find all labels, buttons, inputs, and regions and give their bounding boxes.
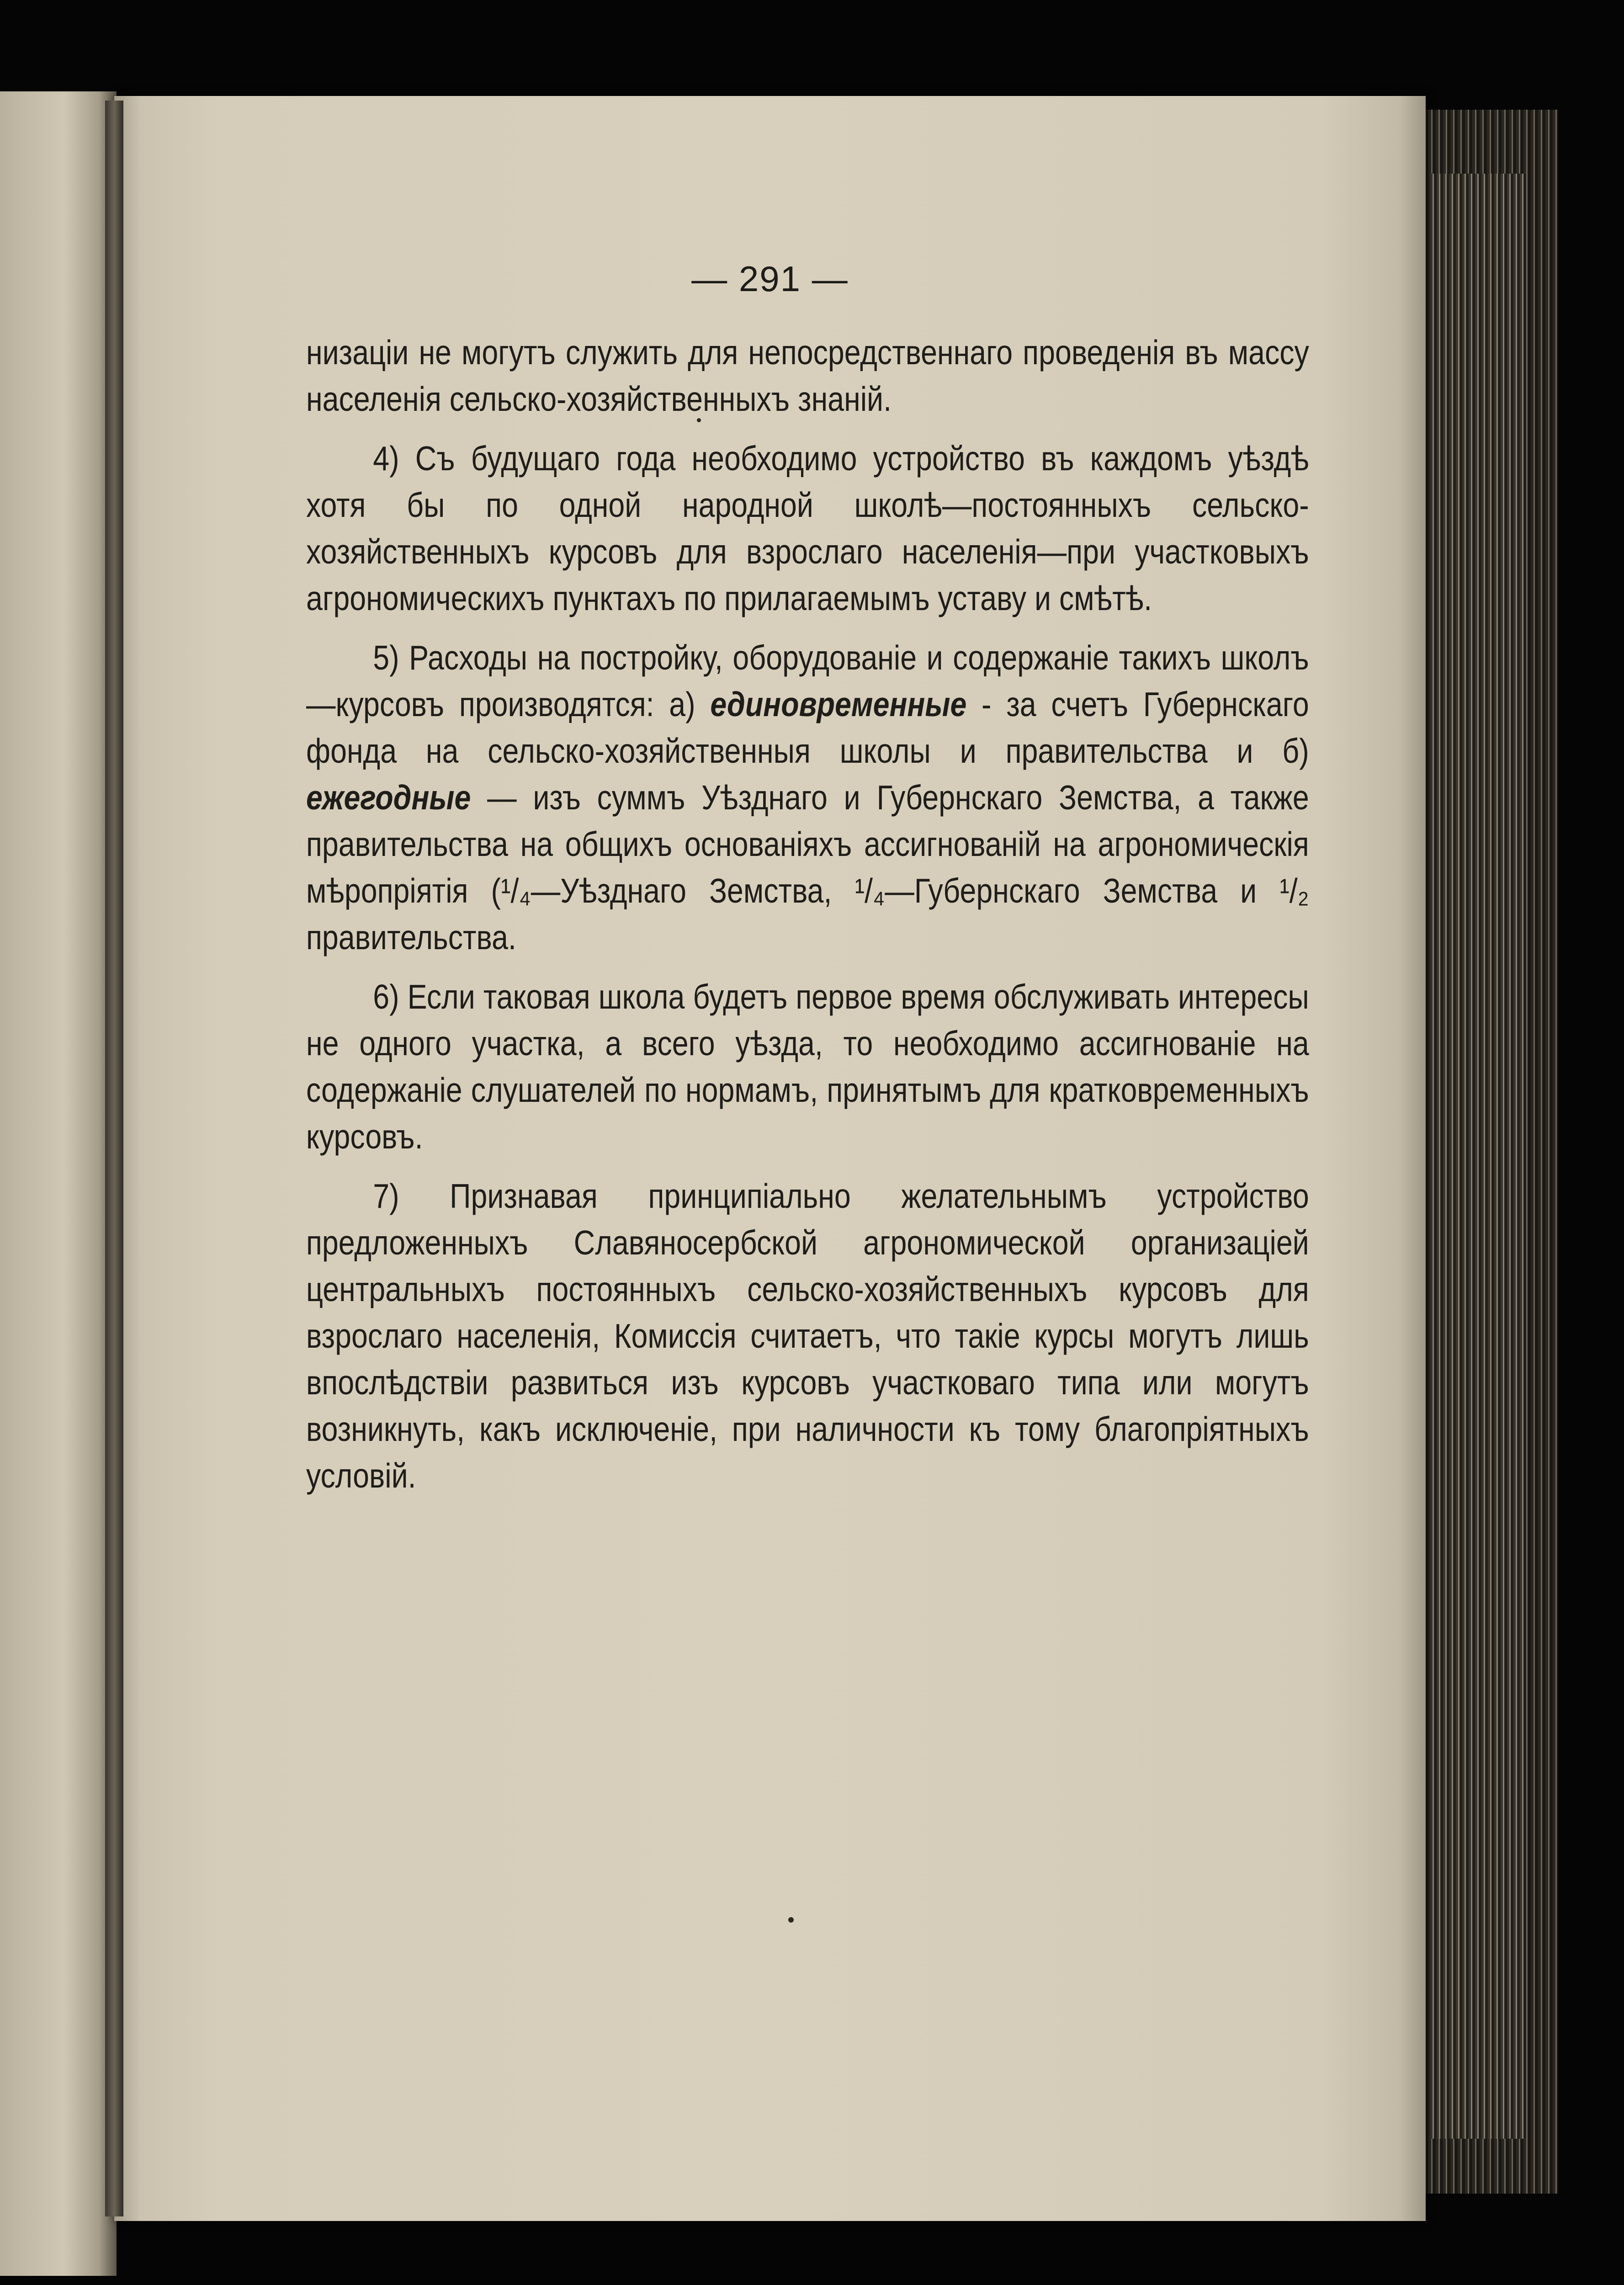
text-segment: низаціи не могутъ служить для непосредственнаго проведенія въ массу населенія сельско-хозяйственныхъ знаній. — [306, 333, 1309, 418]
text-segment: - за счетъ Губернскаго фонда на сельско-хозяйственныя школы и правительства и б) — [306, 685, 1309, 770]
page-number: — 291 — — [691, 259, 849, 299]
text-segment: 4) Съ будущаго года необходимо устройство въ каждомъ уѣздѣ хотя бы по одной народной школѣ—постоянныхъ сельско-хозяйственныхъ курсовъ для взрослаго населенія—при участковыхъ агрономическихъ пунктахъ по прилагаемымъ уставу и смѣтѣ. — [306, 439, 1309, 617]
text-segment: 7) Признавая принципіально желательнымъ устройство предложенныхъ Славяносербской агрономической организаціей центральныхъ постоянныхъ сельско-хозяйственныхъ курсовъ для взрослаго населенія, Комиссія считаетъ, что такіе курсы могутъ лишь впослѣдствіи развиться изъ курсовъ участковаго типа или могутъ возникнуть, какъ исключеніе, при наличности къ тому благопріятныхъ условій. — [306, 1177, 1309, 1495]
book-page — [114, 96, 1426, 2221]
paragraph-6 — [306, 973, 1309, 1160]
page-stack-inner — [1430, 174, 1526, 2139]
italic-term-annual: ежегодные — [306, 778, 471, 817]
text-segment: — изъ суммъ Уѣзднаго и Губернскаго Земства, а также правительства на общихъ основаніяхъ ассигнованій на агрономическія мѣропріятія (¹/₄—Уѣзднаго Земства, ¹/₄—Губернскаго Земства и ¹/₂ правительства. — [306, 778, 1309, 957]
paragraph-0 — [306, 329, 1309, 422]
paragraph-7 — [306, 1173, 1309, 1499]
paragraph-4 — [306, 435, 1309, 622]
ink-speck — [788, 1917, 794, 1923]
text-segment: 5) Расходы на постройку, оборудованіе и содержаніе такихъ школъ—курсовъ производятся: а) — [306, 638, 1309, 723]
text-segment: 6) Если таковая школа будетъ первое время обслуживать интересы не одного участка, а всего уѣзда, то необходимо ассигнованіе на содержаніе слушателей по нормамъ, принятымъ для кратковременныхъ курсовъ. — [306, 978, 1309, 1156]
book-gutter — [105, 101, 123, 2216]
ink-speck — [697, 418, 701, 422]
paragraph-5 — [306, 634, 1309, 961]
italic-term-one-time: единовременные — [710, 685, 967, 723]
left-page-edge — [0, 91, 117, 2276]
text-body — [306, 329, 1309, 1512]
